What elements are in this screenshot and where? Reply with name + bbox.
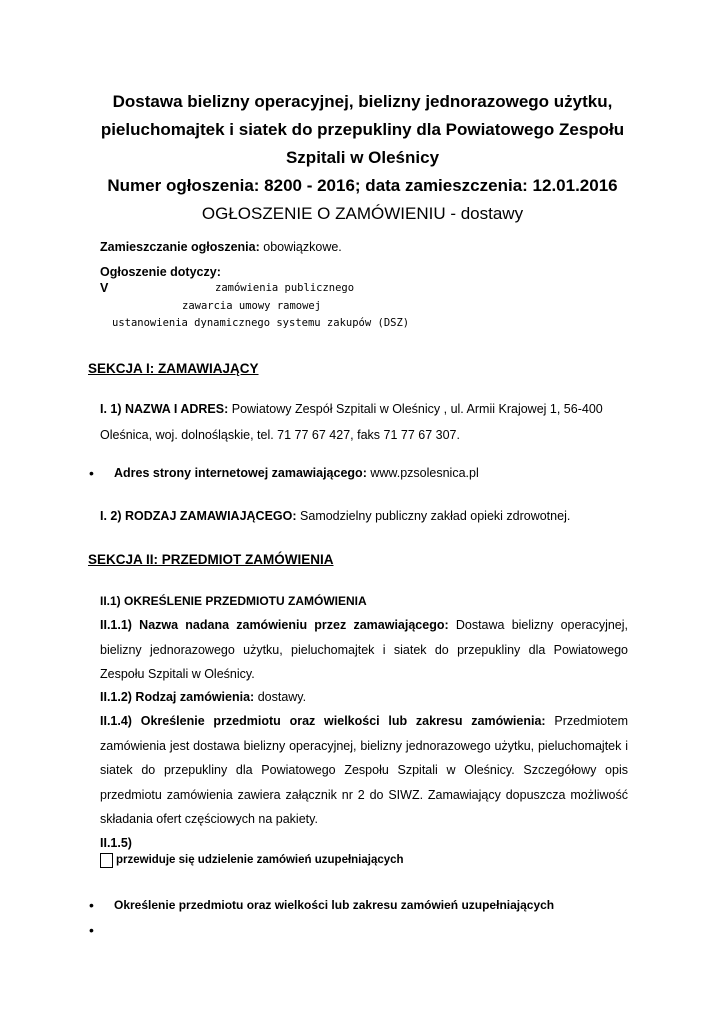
title-line-2: pieluchomajtek i siatek do przepukliny dla Powiatowego Zespołu [100,120,625,139]
option-dynamic-system: ustanowienia dynamicznego systemu zakupów (DSZ) [112,317,410,329]
placement-row [100,240,342,254]
website-label: Adres strony internetowej zamawiającego: [114,466,367,480]
authority-type-label: I. 2) RODZAJ ZAMAWIAJĄCEGO: [100,509,297,523]
bullet-empty: • [89,922,94,938]
title-line-1: Dostawa bielizny operacyjnej, bielizny jednorazowego użytku, [112,92,613,111]
name-address-value-1: Powiatowy Zespół Szpitali w Oleśnicy , ul. Armii Krajowej 1, 56-400 [231,402,603,416]
authority-type-value: Samodzielny publiczny zakład opieki zdrowotnej. [300,509,571,523]
contract-name-label: II.1.1) Nazwa nadana zamówieniu przez zamawiającego: [100,618,449,632]
subject-heading: II.1) OKREŚLENIE PRZEDMIOTU ZAMÓWIENIA [100,594,367,608]
contract-scope-paragraph [100,709,628,832]
bullet-scope-supplementary: • [89,897,94,913]
contract-name-paragraph [100,613,628,687]
announcement-number: Numer ogłoszenia: 8200 - 2016; data zamieszczenia: 12.01.2016 [107,176,618,195]
website-link[interactable]: www.pzsolesnica.pl [370,466,479,480]
concerns-label: Ogłoszenie dotyczy: [100,265,221,279]
check-mark: V [100,281,109,295]
contract-kind-label: II.1.2) Rodzaj zamówienia: [100,690,255,704]
contract-scope-value: Przedmiotem zamówienia jest dostawa bielizny operacyjnej, bielizny jednorazowego użytku, pieluchomajtek i siatek do przepukliny dla Powiatowego Zespołu Szpitali w Oleśnicy. Szczegółowy opis przedmiotu zamówienia zawiera załącznik nr 2 do SIWZ. Zamawiający dopuszcza możliwość składania ofert częściowych na pakiety. [100,714,628,826]
announcement-type: OGŁOSZENIE O ZAMÓWIENIU - dostawy [201,204,524,223]
website-row [114,466,479,480]
name-address-value-2: Oleśnica, woj. dolnośląskie, tel. 71 77 67 427, faks 71 77 67 307. [100,428,460,442]
contracting-authority-name-address [100,396,628,448]
section-1-heading: SEKCJA I: ZAMAWIAJĄCY [88,361,259,376]
authority-type-row [100,509,570,523]
name-address-label: I. 1) NAZWA I ADRES: [100,402,229,416]
contract-name-value: Dostawa bielizny operacyjnej, bielizny jednorazowego użytku, pieluchomajtek i siatek do przepukliny dla Powiatowego Zespołu Szpitali w Oleśnicy. [100,618,628,681]
section-2-heading: SEKCJA II: PRZEDMIOT ZAMÓWIENIA [88,552,334,567]
bullet-website: • [89,465,94,481]
supplementary-orders-checkbox[interactable] [100,853,113,868]
contract-kind-row [100,690,306,704]
document-title [0,88,725,228]
option-public-procurement: zamówienia publicznego [215,282,355,294]
title-line-3: Szpitali w Oleśnicy [285,148,440,167]
supplementary-orders-label: przewiduje się udzielenie zamówień uzupełniających [116,854,404,866]
option-framework-agreement: zawarcia umowy ramowej [182,300,322,312]
supplementary-scope-label: Określenie przedmiotu oraz wielkości lub zakresu zamówień uzupełniających [114,898,555,912]
placement-label: Zamieszczanie ogłoszenia: [100,240,260,254]
placement-value: obowiązkowe. [263,240,342,254]
contract-kind-value: dostawy. [257,690,307,704]
contract-scope-label: II.1.4) Określenie przedmiotu oraz wielkości lub zakresu zamówienia: [100,714,546,728]
item-5-label: II.1.5) [100,836,132,850]
